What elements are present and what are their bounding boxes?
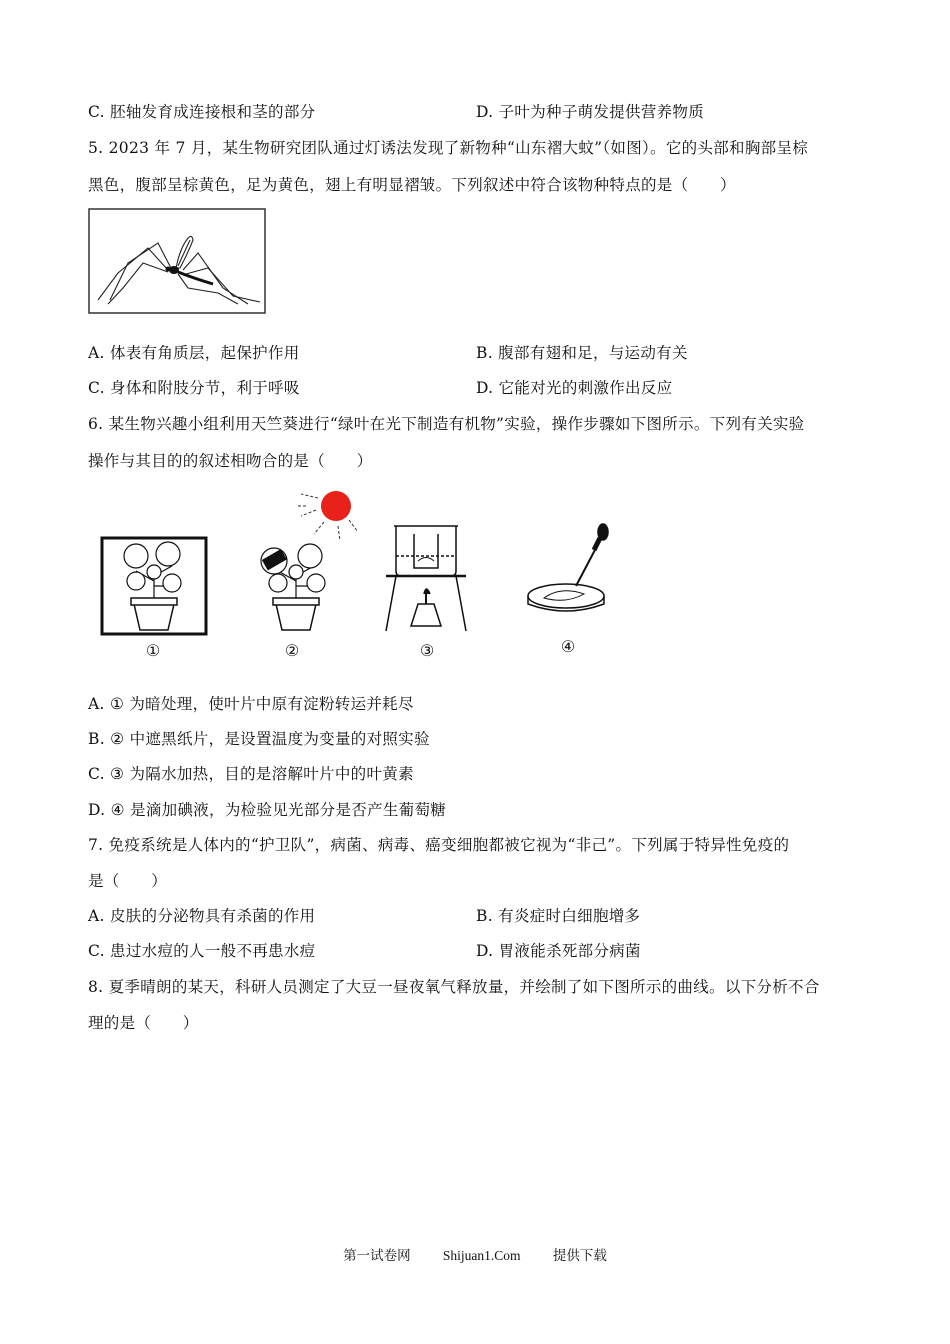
q6-option-b: B. ② 中遮黑纸片，是设置温度为变量的对照实验 xyxy=(88,730,430,748)
q4-option-d: D. 子叶为种子萌发提供营养物质 xyxy=(476,103,705,121)
step4-petri-dish xyxy=(528,524,608,611)
q7-option-a: A. 皮肤的分泌物具有杀菌的作用 xyxy=(88,907,316,925)
step2-sunlight xyxy=(261,491,358,630)
q7-stem-line2: 是（ ） xyxy=(88,872,168,890)
q7-option-c: C. 患过水痘的人一般不再患水痘 xyxy=(88,942,316,960)
step4-label: ④ xyxy=(560,637,576,656)
step1-dark-box xyxy=(102,538,206,634)
step3-water-bath xyxy=(386,526,466,631)
q5-option-b: B. 腹部有翅和足，与运动有关 xyxy=(476,344,688,362)
page-footer xyxy=(0,1244,950,1264)
q6-option-a: A. ① 为暗处理，使叶片中原有淀粉转运并耗尽 xyxy=(88,695,414,713)
q5-option-c: C. 身体和附肢分节，利于呼吸 xyxy=(88,379,300,397)
experiment-steps-figure xyxy=(96,486,636,666)
q5-option-a: A. 体表有角质层，起保护作用 xyxy=(88,344,300,362)
step1-label: ① xyxy=(145,641,161,660)
q8-stem-line2: 理的是（ ） xyxy=(88,1014,199,1032)
q4-option-c: C. 胚轴发育成连接根和茎的部分 xyxy=(88,103,316,121)
q6-option-d: D. ④ 是滴加碘液，为检验见光部分是否产生葡萄糖 xyxy=(88,801,447,819)
footer-site: 第一试卷网 xyxy=(343,1248,411,1264)
q6-stem-line1: 6. 某生物兴趣小组利用天竺葵进行“绿叶在光下制造有机物”实验，操作步骤如下图所示。下列有关实验 xyxy=(88,415,805,433)
q5-stem-line1: 5. 2023 年 7 月，某生物研究团队通过灯诱法发现了新物种“山东褶大蚊”（如图）。它的头部和胸部呈棕 xyxy=(88,139,809,157)
step3-label: ③ xyxy=(419,641,435,660)
step2-label: ② xyxy=(284,641,300,660)
footer-text: 提供下载 xyxy=(552,1248,607,1264)
sun-icon xyxy=(321,491,351,521)
q5-stem-line2: 黑色，腹部呈棕黄色，足为黄色，翅上有明显褶皱。下列叙述中符合该物种特点的是（ ） xyxy=(88,176,736,194)
q7-option-d: D. 胃液能杀死部分病菌 xyxy=(476,942,641,960)
q7-option-b: B. 有炎症时白细胞增多 xyxy=(476,907,641,925)
q8-stem-line1: 8. 夏季晴朗的某天，科研人员测定了大豆一昼夜氧气释放量，并绘制了如下图所示的曲线。以下分析不合 xyxy=(88,978,820,996)
footer-domain: Shijuan1.Com xyxy=(442,1248,521,1263)
q6-stem-line2: 操作与其目的的叙述相吻合的是（ ） xyxy=(88,452,373,470)
q5-option-d: D. 它能对光的刺激作出反应 xyxy=(476,379,673,397)
crane-fly-figure xyxy=(88,208,268,316)
q6-option-c: C. ③ 为隔水加热，目的是溶解叶片中的叶黄素 xyxy=(88,765,414,783)
q7-stem-line1: 7. 免疫系统是人体内的“护卫队”，病菌、病毒、癌变细胞都被它视为“非己”。下列属于特异性免疫的 xyxy=(88,836,790,854)
